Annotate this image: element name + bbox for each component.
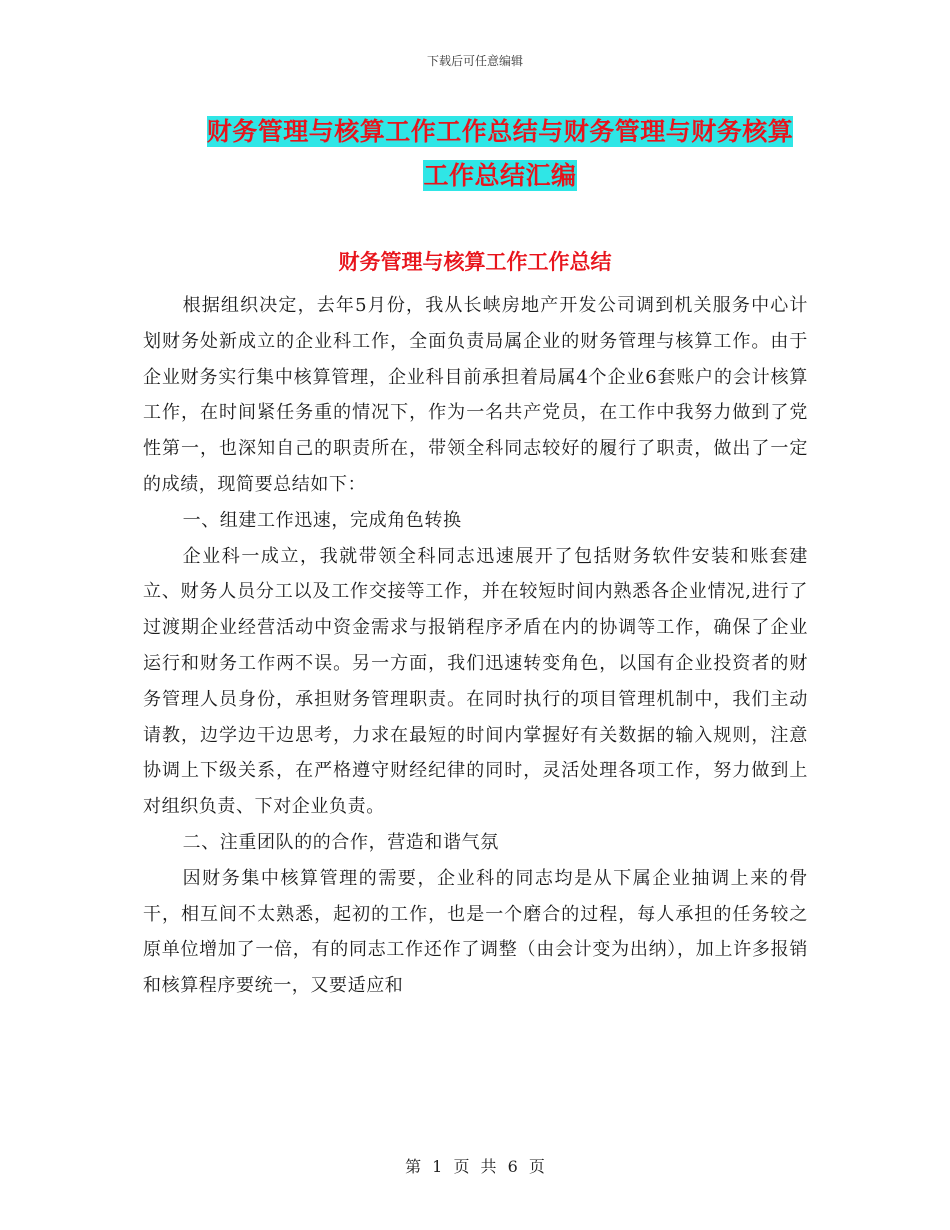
page-number-footer: 第 1 页 共 6 页	[405, 1157, 545, 1176]
paragraph-section-1: 企业科一成立，我就带领全科同志迅速展开了包括财务软件安装和账套建立、财务人员分工以及工作交接等工作，并在较短时间内熟悉各企业情况,进行了过渡期企业经营活动中资金需求与报销程序矛盾在内的协调等工作，确保了企业运行和财务工作两不误。另一方面，我们迅速转变角色，以国有企业投资者的财务管理人员身份，承担财务管理职责。在同时执行的项目管理机制中，我们主动请教，边学边干边思考，力求在最短的时间内掌握好有关数据的输入规则，注意协调上下级关系，在严格遵守财经纪律的同时，灵活处理各项工作，努力做到上对组织负责、下对企业负责。	[143, 545, 808, 818]
paragraph-intro: 根据组织决定，去年5月份，我从长峡房地产开发公司调到机关服务中心计划财务处新成立的企业科工作，全面负责局属企业的财务管理与核算工作。由于企业财务实行集中核算管理，企业科目前承担着局属4个企业6套账户的会计核算工作，在时间紧任务重的情况下，作为一名共产党员，在工作中我努力做到了党性第一，也深知自己的职责所在，带领全科同志较好的履行了职责，做出了一定的成绩，现简要总结如下：	[143, 295, 808, 495]
heading-section-2: 二、注重团队的的合作，营造和谐气氛	[182, 831, 499, 853]
document-title-line-2: 工作总结汇编	[423, 161, 577, 190]
paragraph-section-2: 因财务集中核算管理的需要，企业科的同志均是从下属企业抽调上来的骨干，相互间不太熟悉，起初的工作，也是一个磨合的过程，每人承担的任务较之原单位增加了一倍，有的同志工作还作了调整（由会计变为出纳），加上许多报销和核算程序要统一，又要适应和	[143, 867, 808, 997]
document-title	[140, 110, 860, 198]
document-body	[143, 288, 808, 1004]
document-title-line-1: 财务管理与核算工作工作总结与财务管理与财务核算	[206, 117, 794, 146]
section-title: 财务管理与核算工作工作总结	[338, 249, 612, 274]
page-header-note: 下载后可任意编辑	[426, 54, 523, 68]
heading-section-1: 一、组建工作迅速，完成角色转换	[182, 509, 462, 531]
